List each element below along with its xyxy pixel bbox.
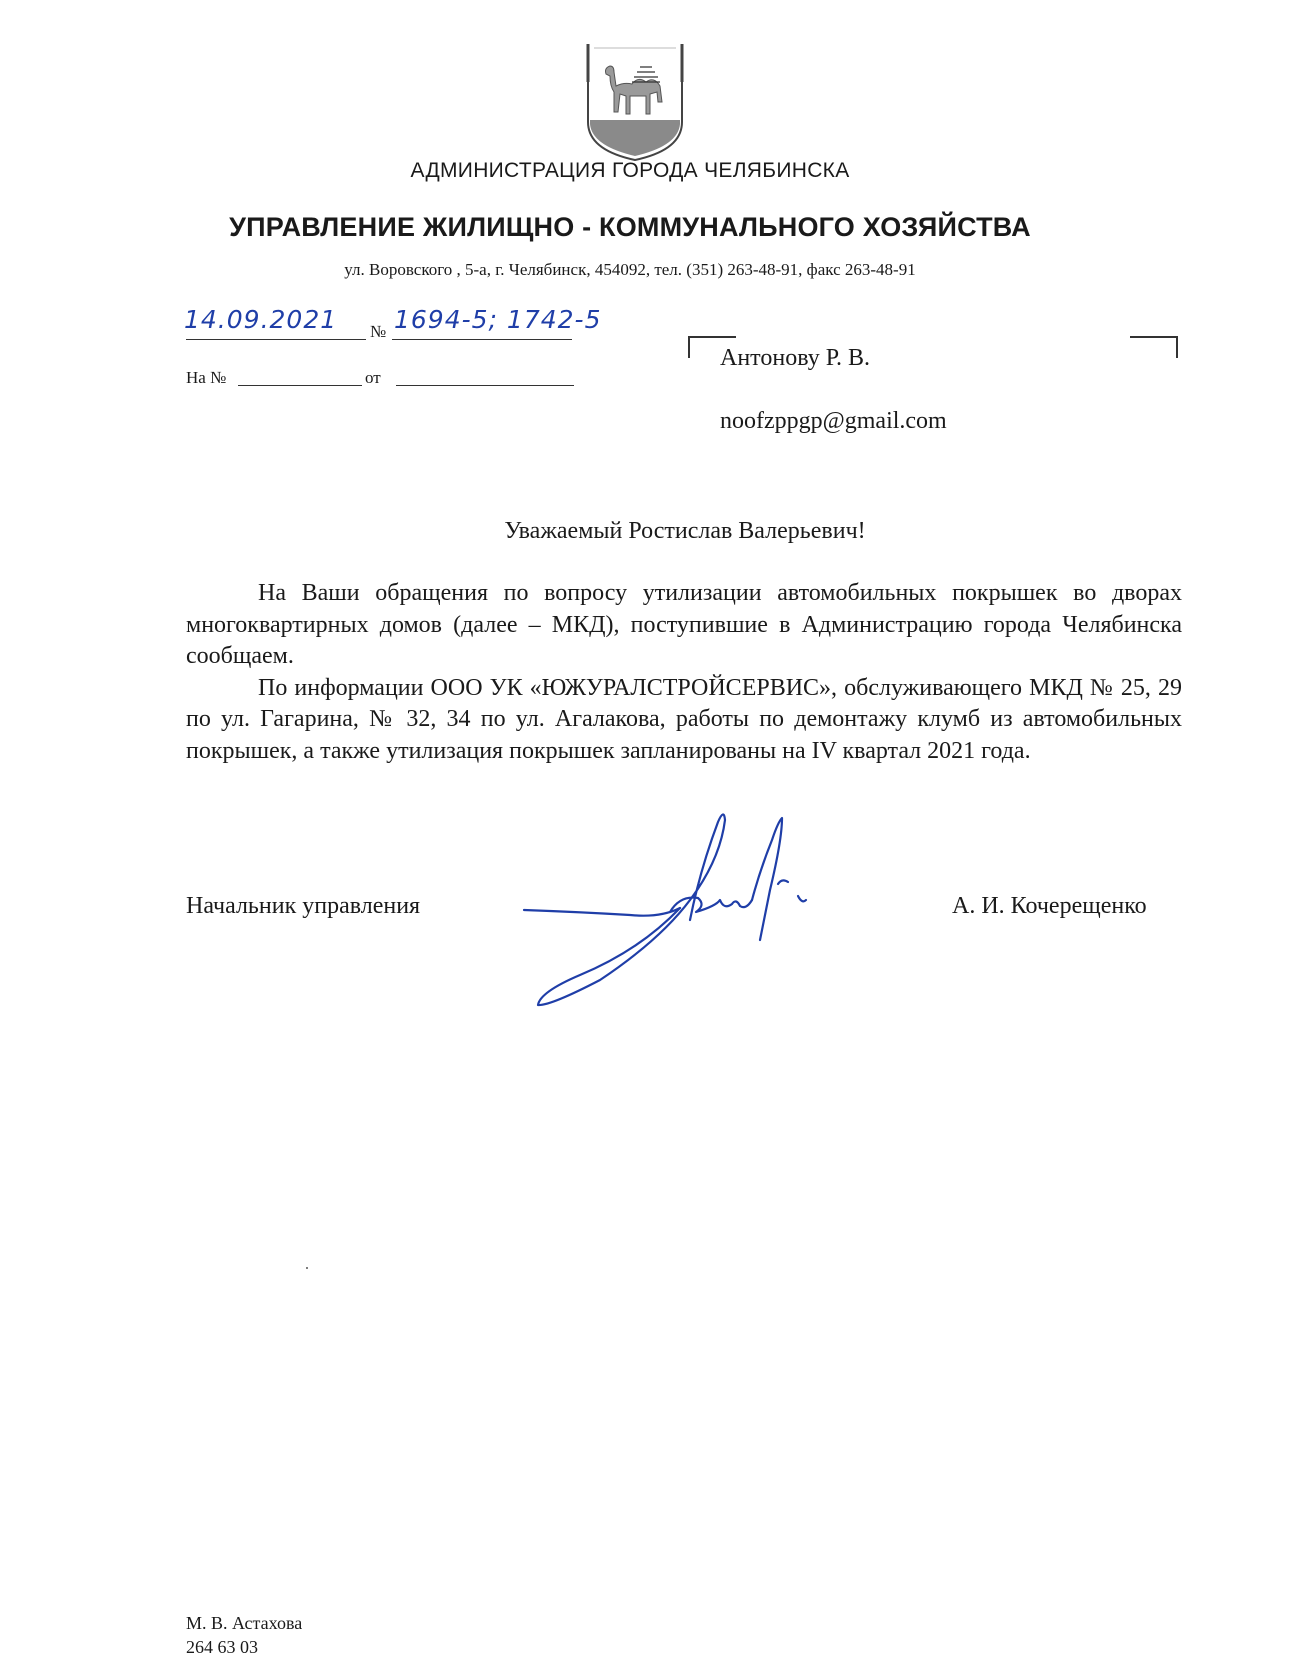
reference-number-label: На № [186,368,227,387]
department-address: ул. Воровского , 5-а, г. Челябинск, 454092, тел. (351) 263-48-91, факс 263-48-91 [344,260,916,279]
recipient-email: noofzppgp@gmail.com [720,408,947,434]
signatory-position: Начальник управления [186,893,421,919]
number-sign: № [370,322,387,341]
executor-block [186,1611,302,1659]
registration-number: 1694-5; 1742-5 [394,305,602,334]
reference-date-label: от [365,368,381,387]
reference-number-underline [238,385,362,386]
reference-date-underline [396,385,574,386]
handwritten-signature [520,800,840,1015]
administration-title: АДМИНИСТРАЦИЯ ГОРОДА ЧЕЛЯБИНСКА [410,159,850,182]
letter-body [186,578,1182,767]
address-corner-right [1130,336,1178,358]
scan-speck [306,1267,308,1269]
recipient-name: Антонову Р. В. [720,345,871,371]
city-coat-of-arms [584,42,686,162]
executor-name: М. В. Астахова [186,1613,303,1633]
department-title: УПРАВЛЕНИЕ ЖИЛИЩНО - КОММУНАЛЬНОГО ХОЗЯЙСТВА [229,212,1031,242]
paragraph: На Ваши обращения по вопросу утилизации автомобильных покрышек во дворах многоквартирных домов (далее – МКД), поступившие в Администрацию города Челябинска сообщаем. [186,580,1182,669]
paragraph: По информации ООО УК «ЮЖУРАЛСТРОЙСЕРВИС», обслуживающего МКД № 25, 29 по ул. Гагарина, № 32, 34 по ул. Агалакова, работы по демонтажу клумб из автомобильных покрышек, а также утилизация покрышек запланированы на IV квартал 2021 года. [186,674,1182,764]
executor-phone: 264 63 03 [186,1637,258,1657]
date-underline [186,339,366,340]
salutation: Уважаемый Ростислав Валерьевич! [504,518,866,544]
signatory-name: А. И. Кочерещенко [952,893,1147,919]
number-underline [392,339,572,340]
registration-date: 14.09.2021 [184,305,338,334]
